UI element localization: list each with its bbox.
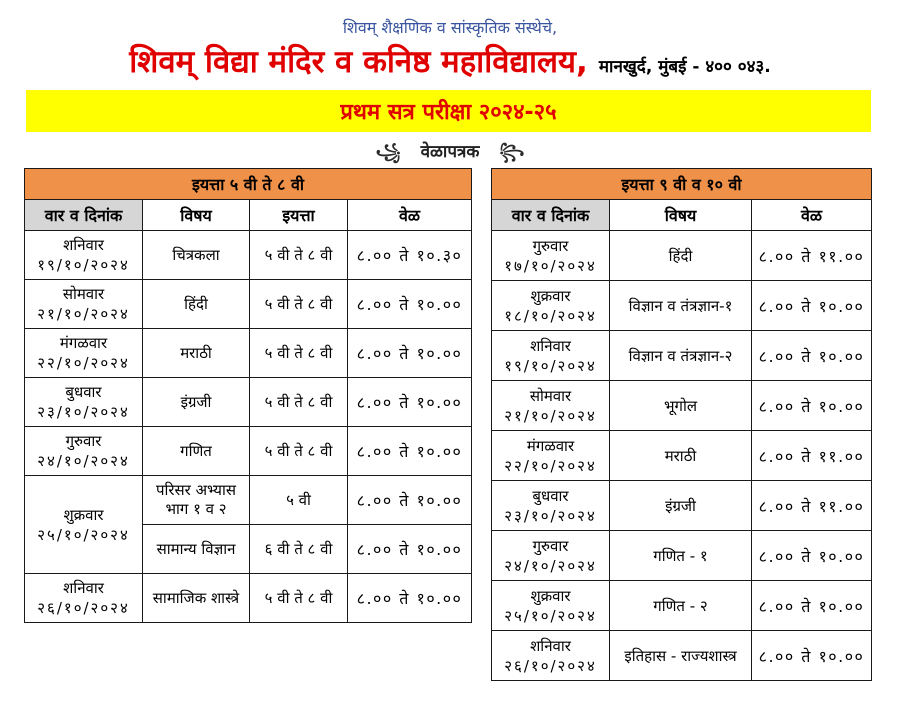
day-label: शुक्रवार xyxy=(63,505,104,524)
table-row xyxy=(492,431,872,481)
society-name: शिवम् शैक्षणिक व सांस्कृतिक संस्थेचे, xyxy=(342,18,558,37)
day-date-cell xyxy=(25,280,143,329)
day-date-cell xyxy=(492,631,610,681)
time-cell: ८.०० ते १०.०० xyxy=(348,574,472,623)
subject-cell: सामाजिक शास्त्रे xyxy=(143,574,250,623)
timetable-title: वेळापत्रक xyxy=(420,142,480,162)
date-label: २३/१०/२०२४ xyxy=(37,403,130,421)
table-row xyxy=(492,381,872,431)
day-label: सोमवार xyxy=(529,386,572,405)
date-label: २२/१०/२०२४ xyxy=(504,456,597,475)
table-row xyxy=(492,331,872,381)
day-label: शनिवार xyxy=(530,336,571,355)
subject-cell: इतिहास - राज्यशास्त्र xyxy=(610,631,752,681)
date-label: २५/१०/२०२४ xyxy=(37,525,130,544)
date-label: २१/१०/२०२४ xyxy=(37,305,130,323)
exam-title-bar xyxy=(26,90,871,132)
col-header-time: वेळ xyxy=(752,200,872,231)
time-cell: ८.०० ते १०.३० xyxy=(348,231,472,280)
subject-cell: हिंदी xyxy=(610,231,752,281)
subject-cell: भूगोल xyxy=(610,381,752,431)
timetable-std-5-to-8 xyxy=(24,168,472,623)
table-row xyxy=(492,531,872,581)
school-heading xyxy=(0,40,900,82)
time-cell: ८.०० ते १०.०० xyxy=(752,581,872,631)
day-label: शनिवार xyxy=(63,236,104,254)
subject-cell: इंग्रजी xyxy=(143,378,250,427)
standard-cell: ५ वी ते ८ वी xyxy=(250,574,348,623)
day-date-cell xyxy=(492,481,610,531)
time-cell: ८.०० ते १०.०० xyxy=(348,378,472,427)
time-cell: ८.०० ते १०.०० xyxy=(348,329,472,378)
day-label: शनिवार xyxy=(63,579,104,597)
col-header-standard: इयत्ता xyxy=(250,200,348,231)
table-row xyxy=(25,574,472,623)
table-row xyxy=(25,427,472,476)
date-label: २५/१०/२०२४ xyxy=(504,606,597,625)
subject-cell: इंग्रजी xyxy=(610,481,752,531)
day-label: मंगळवार xyxy=(526,436,575,455)
standard-cell: ५ वी ते ८ वी xyxy=(250,280,348,329)
subject-cell: विज्ञान व तंत्रज्ञान-१ xyxy=(610,281,752,331)
ornament-right-icon: ꧂ xyxy=(499,142,525,161)
time-cell: ८.०० ते १०.०० xyxy=(348,280,472,329)
ornament-left-icon: ꧁ xyxy=(375,142,401,161)
day-date-cell xyxy=(492,531,610,581)
day-date-cell xyxy=(25,231,143,280)
day-date-cell xyxy=(492,331,610,381)
subject-cell: परिसर अभ्यास भाग १ व २ xyxy=(143,476,250,525)
standard-cell: ५ वी xyxy=(250,476,348,525)
date-label: २६/१०/२०२४ xyxy=(37,599,130,617)
date-label: २३/१०/२०२४ xyxy=(504,506,597,525)
time-cell: ८.०० ते १०.०० xyxy=(348,476,472,525)
standard-cell: ५ वी ते ८ वी xyxy=(250,329,348,378)
time-cell: ८.०० ते ११.०० xyxy=(752,431,872,481)
date-label: १८/१०/२०२४ xyxy=(504,306,597,325)
standard-cell: ५ वी ते ८ वी xyxy=(250,231,348,280)
day-date-cell xyxy=(25,378,143,427)
date-label: १९/१०/२०२४ xyxy=(504,356,597,375)
day-label: गुरुवार xyxy=(532,236,569,255)
time-cell: ८.०० ते १०.०० xyxy=(752,331,872,381)
day-date-cell xyxy=(492,431,610,481)
date-label: १९/१०/२०२४ xyxy=(37,256,130,274)
date-label: २४/१०/२०२४ xyxy=(504,556,597,575)
time-cell: ८.०० ते १०.०० xyxy=(348,525,472,574)
time-cell: ८.०० ते १०.०० xyxy=(752,531,872,581)
school-name: शिवम् विद्या मंदिर व कनिष्ठ महाविद्यालय, xyxy=(129,44,588,80)
table-row xyxy=(492,581,872,631)
day-label: सोमवार xyxy=(62,285,105,303)
standard-cell: ६ वी ते ८ वी xyxy=(250,525,348,574)
subject-cell: हिंदी xyxy=(143,280,250,329)
col-header-subject: विषय xyxy=(610,200,752,231)
subject-cell: गणित xyxy=(143,427,250,476)
day-label: बुधवार xyxy=(65,383,102,401)
col-header-day: वार व दिनांक xyxy=(492,200,610,231)
day-date-cell xyxy=(25,476,143,574)
table-row xyxy=(492,481,872,531)
timetable-std-9-10 xyxy=(491,168,872,681)
day-label: बुधवार xyxy=(532,486,569,505)
group-title-std-5-8: इयत्ता ५ वी ते ८ वी xyxy=(25,169,472,200)
date-label: २२/१०/२०२४ xyxy=(37,354,130,372)
time-cell: ८.०० ते ११.०० xyxy=(752,481,872,531)
time-cell: ८.०० ते ११.०० xyxy=(752,231,872,281)
subject-cell: चित्रकला xyxy=(143,231,250,280)
day-label: शनिवार xyxy=(530,636,571,655)
date-label: २१/१०/२०२४ xyxy=(504,406,597,425)
group-title-std-9-10: इयत्ता ९ वी व १० वी xyxy=(492,169,872,200)
col-header-time: वेळ xyxy=(348,200,472,231)
date-label: १७/१०/२०२४ xyxy=(504,256,597,275)
col-header-subject: विषय xyxy=(143,200,250,231)
date-label: २४/१०/२०२४ xyxy=(37,452,130,470)
exam-title: प्रथम सत्र परीक्षा २०२४-२५ xyxy=(340,100,557,125)
subject-cell: सामान्य विज्ञान xyxy=(143,525,250,574)
day-date-cell xyxy=(492,381,610,431)
subject-cell: गणित - २ xyxy=(610,581,752,631)
day-label: शुक्रवार xyxy=(530,586,571,605)
day-date-cell xyxy=(492,581,610,631)
day-date-cell xyxy=(25,427,143,476)
standard-cell: ५ वी ते ८ वी xyxy=(250,378,348,427)
date-label: २६/१०/२०२४ xyxy=(504,656,597,675)
subject-cell: गणित - १ xyxy=(610,531,752,581)
table-row xyxy=(492,281,872,331)
table-row xyxy=(492,231,872,281)
day-date-cell xyxy=(492,231,610,281)
day-label: शुक्रवार xyxy=(530,286,571,305)
table-row xyxy=(25,231,472,280)
day-label: मंगळवार xyxy=(59,334,108,352)
day-label: गुरुवार xyxy=(532,536,569,555)
standard-cell: ५ वी ते ८ वी xyxy=(250,427,348,476)
time-cell: ८.०० ते १०.०० xyxy=(752,631,872,681)
subject-cell: मराठी xyxy=(143,329,250,378)
school-location: मानखुर्द, मुंबई - ४०० ०४३. xyxy=(598,57,771,77)
subject-cell: मराठी xyxy=(610,431,752,481)
table-row xyxy=(492,631,872,681)
time-cell: ८.०० ते १०.०० xyxy=(752,381,872,431)
table-row xyxy=(25,476,472,525)
table-row xyxy=(25,280,472,329)
day-date-cell xyxy=(492,281,610,331)
day-date-cell xyxy=(25,574,143,623)
time-cell: ८.०० ते १०.०० xyxy=(752,281,872,331)
col-header-day: वार व दिनांक xyxy=(25,200,143,231)
day-date-cell xyxy=(25,329,143,378)
table-row xyxy=(25,329,472,378)
time-cell: ८.०० ते १०.०० xyxy=(348,427,472,476)
subject-cell: विज्ञान व तंत्रज्ञान-२ xyxy=(610,331,752,381)
day-label: गुरुवार xyxy=(65,432,102,450)
table-row xyxy=(25,378,472,427)
